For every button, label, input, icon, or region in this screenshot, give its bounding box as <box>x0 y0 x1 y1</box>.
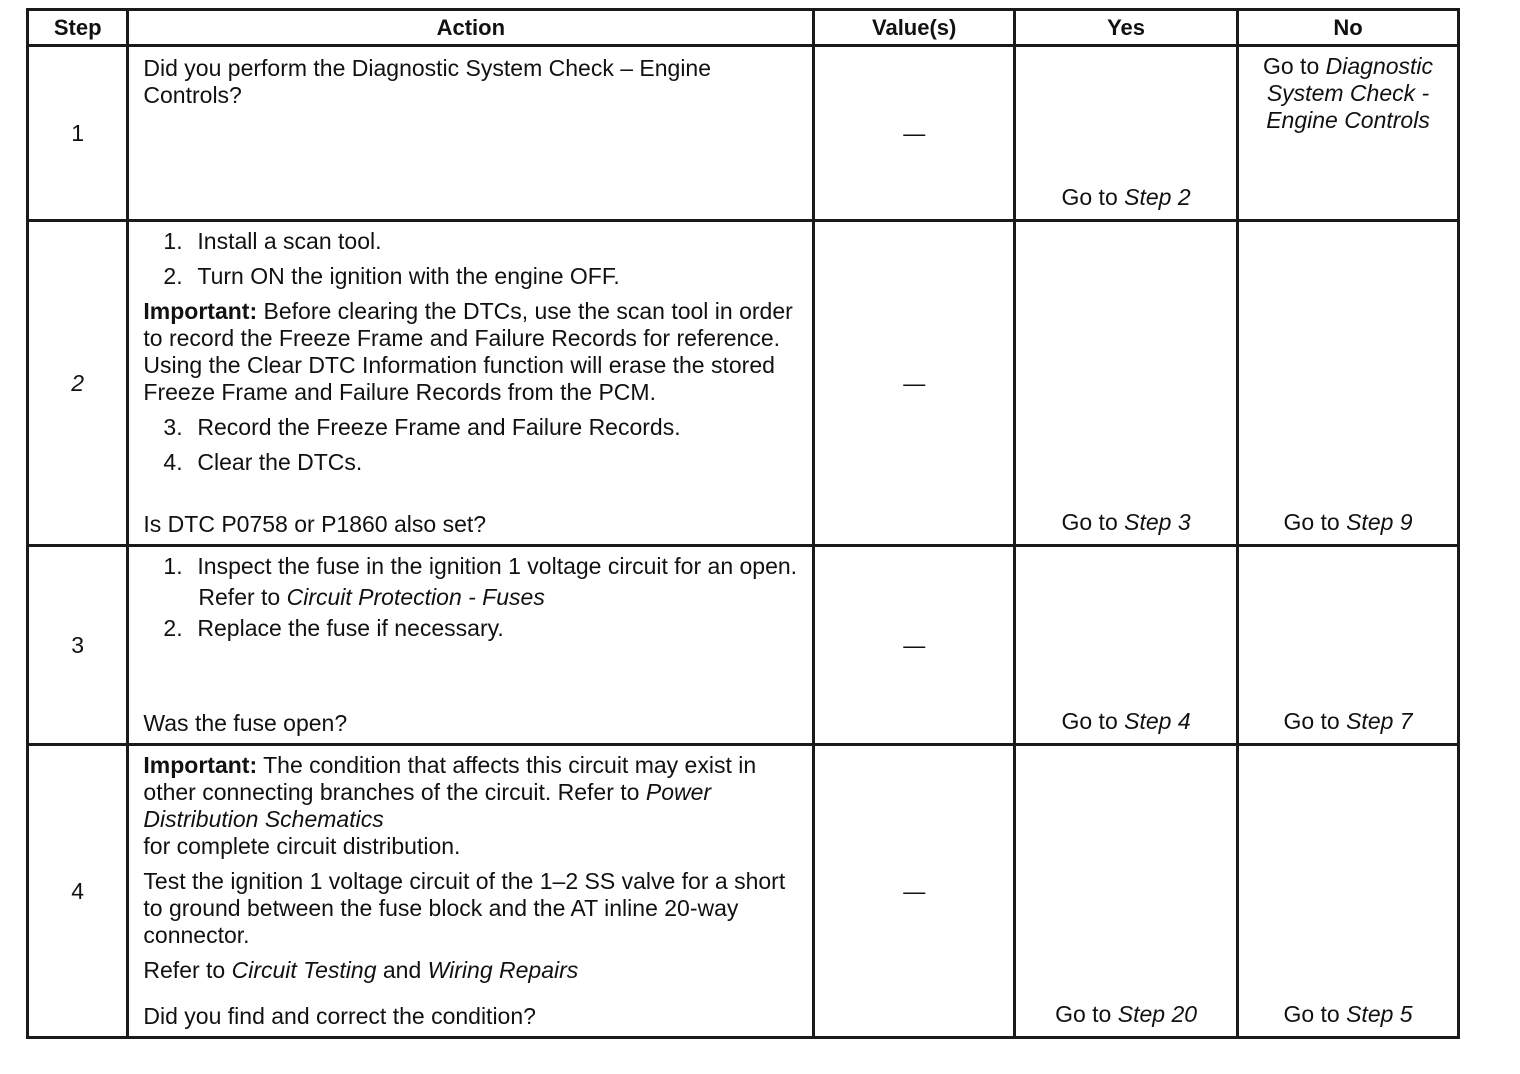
action-cell <box>128 46 814 221</box>
goto-step-link[interactable]: Step 5 <box>1346 1001 1413 1027</box>
goto-prefix: Go to <box>1283 708 1340 734</box>
value-cell: — <box>814 546 1015 745</box>
step-number: 4 <box>28 745 128 1038</box>
header-values: Value(s) <box>814 10 1015 46</box>
list-text: Turn ON the ignition with the engine OFF. <box>197 263 620 289</box>
wiring-repairs-link[interactable]: Wiring Repairs <box>427 957 579 983</box>
list-number: 4. <box>163 449 183 475</box>
list-item <box>163 414 800 441</box>
no-cell <box>1238 745 1459 1038</box>
header-no: No <box>1238 10 1459 46</box>
goto-prefix: Go to <box>1055 1001 1112 1027</box>
no-cell <box>1238 546 1459 745</box>
goto-prefix: Go to <box>1061 708 1118 734</box>
goto-step-link[interactable]: Step 7 <box>1346 708 1413 734</box>
list-number: 2. <box>163 263 183 289</box>
yes-cell <box>1015 46 1238 221</box>
important-text: The condition that affects this circuit may exist in other connecting branches of the circuit. Refer to <box>143 752 757 805</box>
refer-prefix: Refer to <box>143 957 226 983</box>
list-number: 3. <box>163 414 183 440</box>
action-cell <box>128 546 814 745</box>
no-cell <box>1238 221 1459 546</box>
action-question: Was the fuse open? <box>143 710 348 736</box>
action-question: Is DTC P0758 or P1860 also set? <box>143 511 487 537</box>
value-cell: — <box>814 221 1015 546</box>
refer-line <box>143 957 800 984</box>
refer-prefix: Refer to <box>198 584 281 610</box>
goto-step-link[interactable]: Step 20 <box>1117 1001 1198 1027</box>
important-label: Important: <box>143 752 258 778</box>
action-question: Did you perform the Diagnostic System Check – Engine Controls? <box>143 55 712 108</box>
table-row-step-3 <box>28 546 1459 745</box>
diagnostic-table <box>26 8 1460 1039</box>
list-text: Record the Freeze Frame and Failure Records. <box>197 414 681 440</box>
step-number-text: 2 <box>71 369 85 396</box>
no-cell <box>1238 46 1459 221</box>
goto-prefix: Go to <box>1283 509 1340 535</box>
action-cell <box>128 745 814 1038</box>
step-number: 1 <box>28 46 128 221</box>
action-cell <box>128 221 814 546</box>
table-row-step-1 <box>28 46 1459 221</box>
goto-prefix: Go to <box>1262 53 1320 79</box>
list-item <box>163 228 800 255</box>
value-cell: — <box>814 46 1015 221</box>
important-note <box>143 298 800 406</box>
yes-cell <box>1015 221 1238 546</box>
refer-line <box>143 584 800 611</box>
goto-step-link[interactable]: Step 9 <box>1346 509 1413 535</box>
header-yes: Yes <box>1015 10 1238 46</box>
goto-step-link[interactable]: Step 4 <box>1124 708 1191 734</box>
value-cell: — <box>814 745 1015 1038</box>
header-step: Step <box>28 10 128 46</box>
important-text: Before clearing the DTCs, use the scan tool in order to record the Freeze Frame and Failure Records for reference. Using the Clear DTC Information function will erase the stored Freeze Frame and Failure Records from the PCM. <box>143 298 793 405</box>
goto-step-link[interactable]: Step 3 <box>1124 509 1191 535</box>
table-row-step-2 <box>28 221 1459 546</box>
yes-cell <box>1015 745 1238 1038</box>
list-number: 2. <box>163 615 183 641</box>
header-row <box>28 10 1459 46</box>
list-item <box>163 553 800 580</box>
yes-cell <box>1015 546 1238 745</box>
important-tail: for complete circuit distribution. <box>143 833 461 859</box>
circuit-testing-link[interactable]: Circuit Testing <box>231 957 377 983</box>
goto-prefix: Go to <box>1061 509 1118 535</box>
power-distribution-link[interactable]: Power Distribution Schematics <box>143 779 712 832</box>
list-text: Clear the DTCs. <box>197 449 363 475</box>
important-label: Important: <box>143 298 258 324</box>
goto-prefix: Go to <box>1283 1001 1340 1027</box>
list-number: 1. <box>163 553 183 579</box>
list-text: Install a scan tool. <box>197 228 382 254</box>
goto-diagnostic-check-link[interactable]: Diagnostic System Check - Engine Controls <box>1266 53 1434 133</box>
list-number: 1. <box>163 228 183 254</box>
list-text: Inspect the fuse in the ignition 1 voltage circuit for an open. <box>197 553 798 579</box>
list-text: Replace the fuse if necessary. <box>197 615 504 641</box>
list-item <box>163 449 800 476</box>
goto-prefix: Go to <box>1061 184 1118 210</box>
circuit-protection-link[interactable]: Circuit Protection - Fuses <box>286 584 545 610</box>
list-item <box>163 615 800 642</box>
header-action: Action <box>128 10 814 46</box>
important-note <box>143 752 800 860</box>
list-item <box>163 263 800 290</box>
step-number: 3 <box>28 546 128 745</box>
action-question: Did you find and correct the condition? <box>143 1003 536 1029</box>
test-instruction: Test the ignition 1 voltage circuit of the 1–2 SS valve for a short to ground between the fuse block and the AT inline 20-way connector. <box>143 868 786 948</box>
step-number <box>28 221 128 546</box>
goto-step-link[interactable]: Step 2 <box>1124 184 1191 210</box>
table-row-step-4 <box>28 745 1459 1038</box>
refer-and: and <box>382 957 422 983</box>
